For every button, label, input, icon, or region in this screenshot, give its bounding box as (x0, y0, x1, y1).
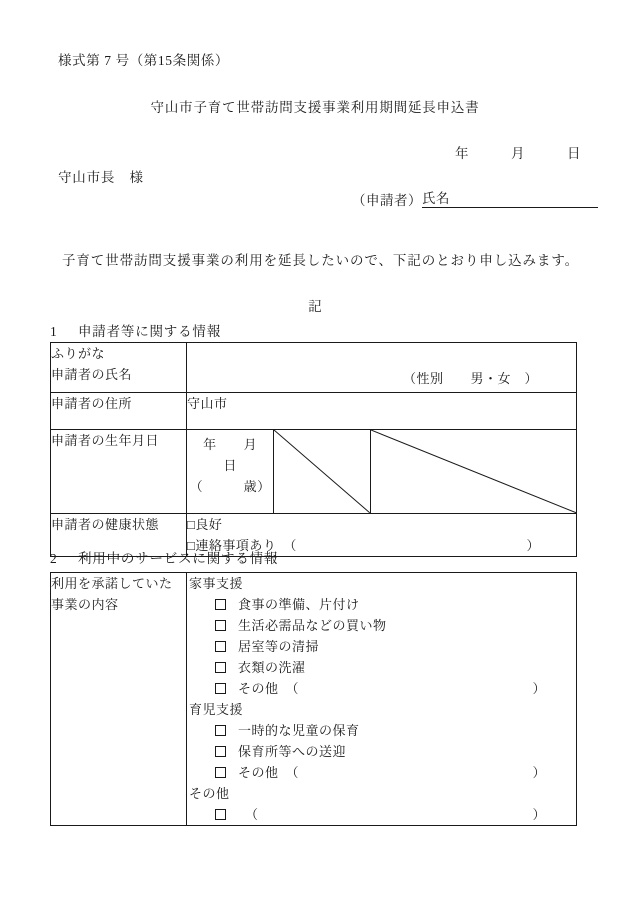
service-item-label: 一時的な児童の保育 (238, 723, 360, 738)
date-line: 年 月 日 (455, 146, 581, 161)
section-2-heading (50, 552, 278, 566)
checkbox-icon[interactable] (215, 620, 226, 631)
service-group-title: その他 (189, 786, 230, 801)
table-row-name (51, 343, 577, 393)
checkbox-icon[interactable] (215, 641, 226, 652)
birthdate-fields[interactable] (187, 430, 285, 513)
service-item-label: その他 （ (238, 681, 300, 696)
row-value-address[interactable]: 守山市 (187, 393, 577, 430)
checkbox-icon[interactable] (215, 767, 226, 778)
applicant-name-writeline[interactable] (450, 193, 598, 208)
service-content-table (50, 572, 577, 826)
birthdate-ymd: 年 月 日 (203, 437, 285, 473)
table-row-health (51, 513, 577, 556)
service-checkbox-item[interactable] (187, 657, 576, 678)
service-item-label: 保育所等への送迎 (238, 744, 347, 759)
applicant-name-label: 氏名 (422, 191, 450, 206)
section-1-title: 申請者等に関する情報 (78, 324, 221, 339)
gender-note: （性別 男・女 ） (402, 371, 538, 386)
table-row-address (51, 393, 577, 430)
service-checkbox-item[interactable] (187, 741, 576, 762)
table-row-birthdate (51, 430, 577, 514)
row-label-health: 申請者の健康状態 (51, 513, 187, 556)
section-2-number: 2 (50, 551, 58, 566)
service-item-label: （ (238, 807, 259, 822)
row-label-address: 申請者の住所 (51, 393, 187, 430)
row-value-health (187, 513, 577, 556)
service-checkbox-item[interactable] (187, 678, 576, 699)
row-label-birthdate: 申請者の生年月日 (51, 430, 187, 514)
row-value-service (187, 573, 577, 826)
service-item-close-paren: ） (532, 681, 546, 696)
form-number: 様式第 7 号（第15条関係） (58, 53, 229, 68)
struck-cell-2 (371, 430, 576, 513)
service-item-label: 衣類の洗濯 (238, 660, 306, 675)
service-label-line2: 事業の内容 (51, 597, 119, 612)
service-checkbox-item[interactable] (187, 594, 576, 615)
checkbox-icon[interactable] (215, 662, 226, 673)
struck-cell-1 (274, 430, 371, 513)
service-item-label: 生活必需品などの買い物 (238, 618, 387, 633)
service-item-label: 居室等の清掃 (238, 639, 320, 654)
service-checkbox-item[interactable] (187, 804, 576, 825)
checkbox-icon[interactable] (215, 725, 226, 736)
applicant-info-table (50, 342, 577, 557)
checkbox-icon[interactable] (215, 809, 226, 820)
section-2-title: 利用中のサービスに関する情報 (78, 551, 279, 566)
service-item-label: その他 （ (238, 765, 300, 780)
row-label-name (51, 343, 187, 393)
health-option-good[interactable]: □良好 (187, 516, 223, 532)
service-item-label: 食事の準備、片付け (238, 597, 360, 612)
row-label-service (51, 573, 187, 826)
service-label-line1: 利用を承諾していた (51, 576, 173, 591)
checkbox-icon[interactable] (215, 599, 226, 610)
service-group-title: 育児支援 (189, 702, 244, 717)
applicant-signature-row (352, 192, 598, 208)
row-value-birthdate (187, 430, 577, 514)
row-value-name[interactable] (187, 343, 577, 393)
addressee: 守山市長 様 (58, 170, 144, 185)
applicant-name-label-cell: 申請者の氏名 (51, 367, 133, 382)
service-checkbox-item[interactable] (187, 615, 576, 636)
document-title: 守山市子育て世帯訪問支援事業利用期間延長申込書 (150, 100, 480, 115)
birthdate-age: （ 歳） (189, 479, 271, 494)
ki-mark: 記 (308, 299, 322, 314)
health-notes-close-paren: ） (526, 537, 540, 553)
applicant-prefix: （申請者） (352, 193, 422, 208)
checkbox-icon[interactable] (215, 683, 226, 694)
section-1-heading (50, 325, 221, 339)
section-1-number: 1 (50, 324, 58, 339)
service-checkbox-item[interactable] (187, 720, 576, 741)
checkbox-icon[interactable] (215, 746, 226, 757)
body-text: 子育て世帯訪問支援事業の利用を延長したいので、下記のとおり申し込みます。 (62, 253, 580, 268)
service-checkbox-item[interactable] (187, 636, 576, 657)
table-row-service (51, 573, 577, 826)
service-checkbox-item[interactable] (187, 762, 576, 783)
service-group-title: 家事支援 (189, 576, 244, 591)
furigana-label: ふりがな (51, 346, 106, 361)
health-notes-prefix: □連絡事項あり （ (187, 537, 297, 553)
service-group-list (187, 573, 576, 825)
service-item-close-paren: ） (532, 765, 546, 780)
service-item-close-paren: ） (532, 807, 546, 822)
